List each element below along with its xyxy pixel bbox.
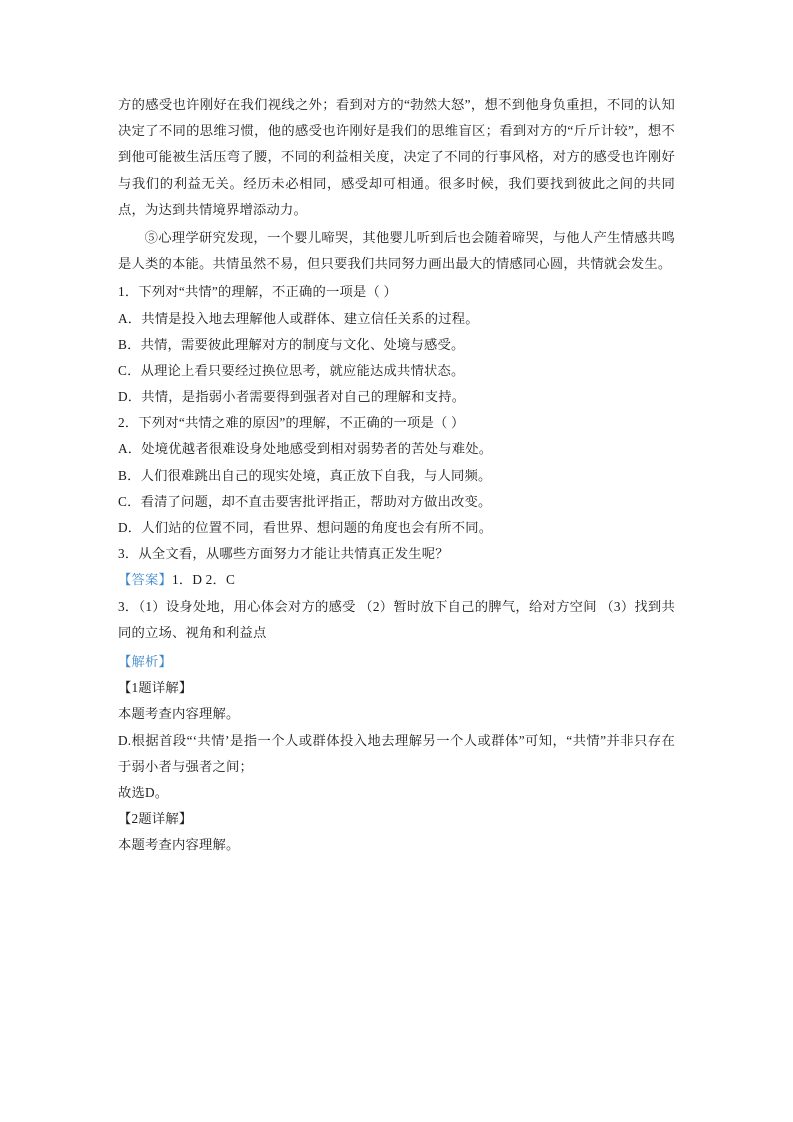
question-option-c: C．从理论上看只要经过换位思考，就应能达成共情状态。 [118, 362, 465, 378]
analysis-item-line: 本题考查内容理解。 [118, 837, 240, 853]
analysis-item-line: 故选D。 [118, 784, 169, 800]
analysis-block [118, 649, 675, 859]
analysis-label: 【解析】 [118, 653, 172, 669]
analysis-item-2 [118, 806, 675, 858]
answer-subjective-number: 3． [118, 598, 139, 614]
question-stem: 3．从全文看，从哪些方面努力才能让共情真正发生呢？ [118, 546, 449, 562]
question-option-b: B．共情，需要彼此理解对方的制度与文化、处境与感受。 [118, 336, 465, 352]
question-option-a: A．共情是投入地去理解他人或群体、建立信任关系的过程。 [118, 310, 479, 326]
question-stem: 2．下列对“共情之难的原因”的理解，不正确的一项是（ ） [118, 415, 465, 431]
question-option-b: B．人们很难跳出自己的现实处境，真正放下自我，与人同频。 [118, 467, 492, 483]
answer-label: 【答案】 [118, 572, 172, 588]
answer-subjective [118, 594, 675, 646]
question-stem: 1．下列对“共情”的理解，不正确的一项是（ ） [118, 284, 398, 300]
question-2 [118, 410, 675, 541]
answer-subjective-text: （1）设身处地，用心体会对方的感受 （2）暂时放下自己的脾气，给对方空间 （3）找到共同的立场、视角和利益点 [118, 598, 675, 640]
paragraph-5 [118, 225, 675, 277]
analysis-item-line: D.根据首段“‘共情’是指一个人或群体投入地去理解另一个人或群体”可知，“共情”并非只存在于弱小者与强者之间； [118, 732, 675, 774]
question-option-d: D．共情，是指弱小者需要得到强者对自己的理解和支持。 [118, 389, 466, 405]
paragraph-text: ⑤心理学研究发现，一个婴儿啼哭，其他婴儿听到后也会随着啼哭，与他人产生情感共鸣是人类的本能。共情虽然不易，但只要我们共同努力画出最大的情感同心圆，共情就会发生。 [118, 229, 675, 272]
question-3 [118, 541, 675, 567]
question-option-c: C．看清了问题，却不直击要害批评指正，帮助对方做出改变。 [118, 493, 492, 509]
question-option-d: D．人们站的位置不同，看世界、想问题的角度也会有所不同。 [118, 520, 493, 535]
answer-line [118, 567, 675, 593]
question-option-a: A．处境优越者很难设身处地感受到相对弱势者的苦处与难处。 [118, 441, 493, 457]
analysis-item-1 [118, 675, 675, 806]
paragraph-continued [118, 92, 675, 223]
document-body [118, 92, 675, 858]
answer-objective: 1．D 2．C [172, 572, 236, 588]
analysis-item-line: 本题考查内容理解。 [118, 706, 240, 722]
question-1 [118, 279, 675, 410]
analysis-item-head: 【2题详解】 [118, 811, 193, 827]
analysis-item-head: 【1题详解】 [118, 680, 193, 696]
paragraph-text: 方的感受也许刚好在我们视线之外；看到对方的“勃然大怒”，想不到他身负重担，不同的认知决定了不同的思维习惯，他的感受也许刚好是我们的思维盲区；看到对方的“斤斤计较”，想不到他可能被生活压弯了腰，不同的利益相关度，决定了不同的行事风格，对方的感受也许刚好与我们的利益无关。经历未必相同，感受却可相通。很多时候，我们要找到彼此之间的共同点，为达到共情境界增添动力。 [118, 97, 675, 217]
answer-block [118, 567, 675, 646]
